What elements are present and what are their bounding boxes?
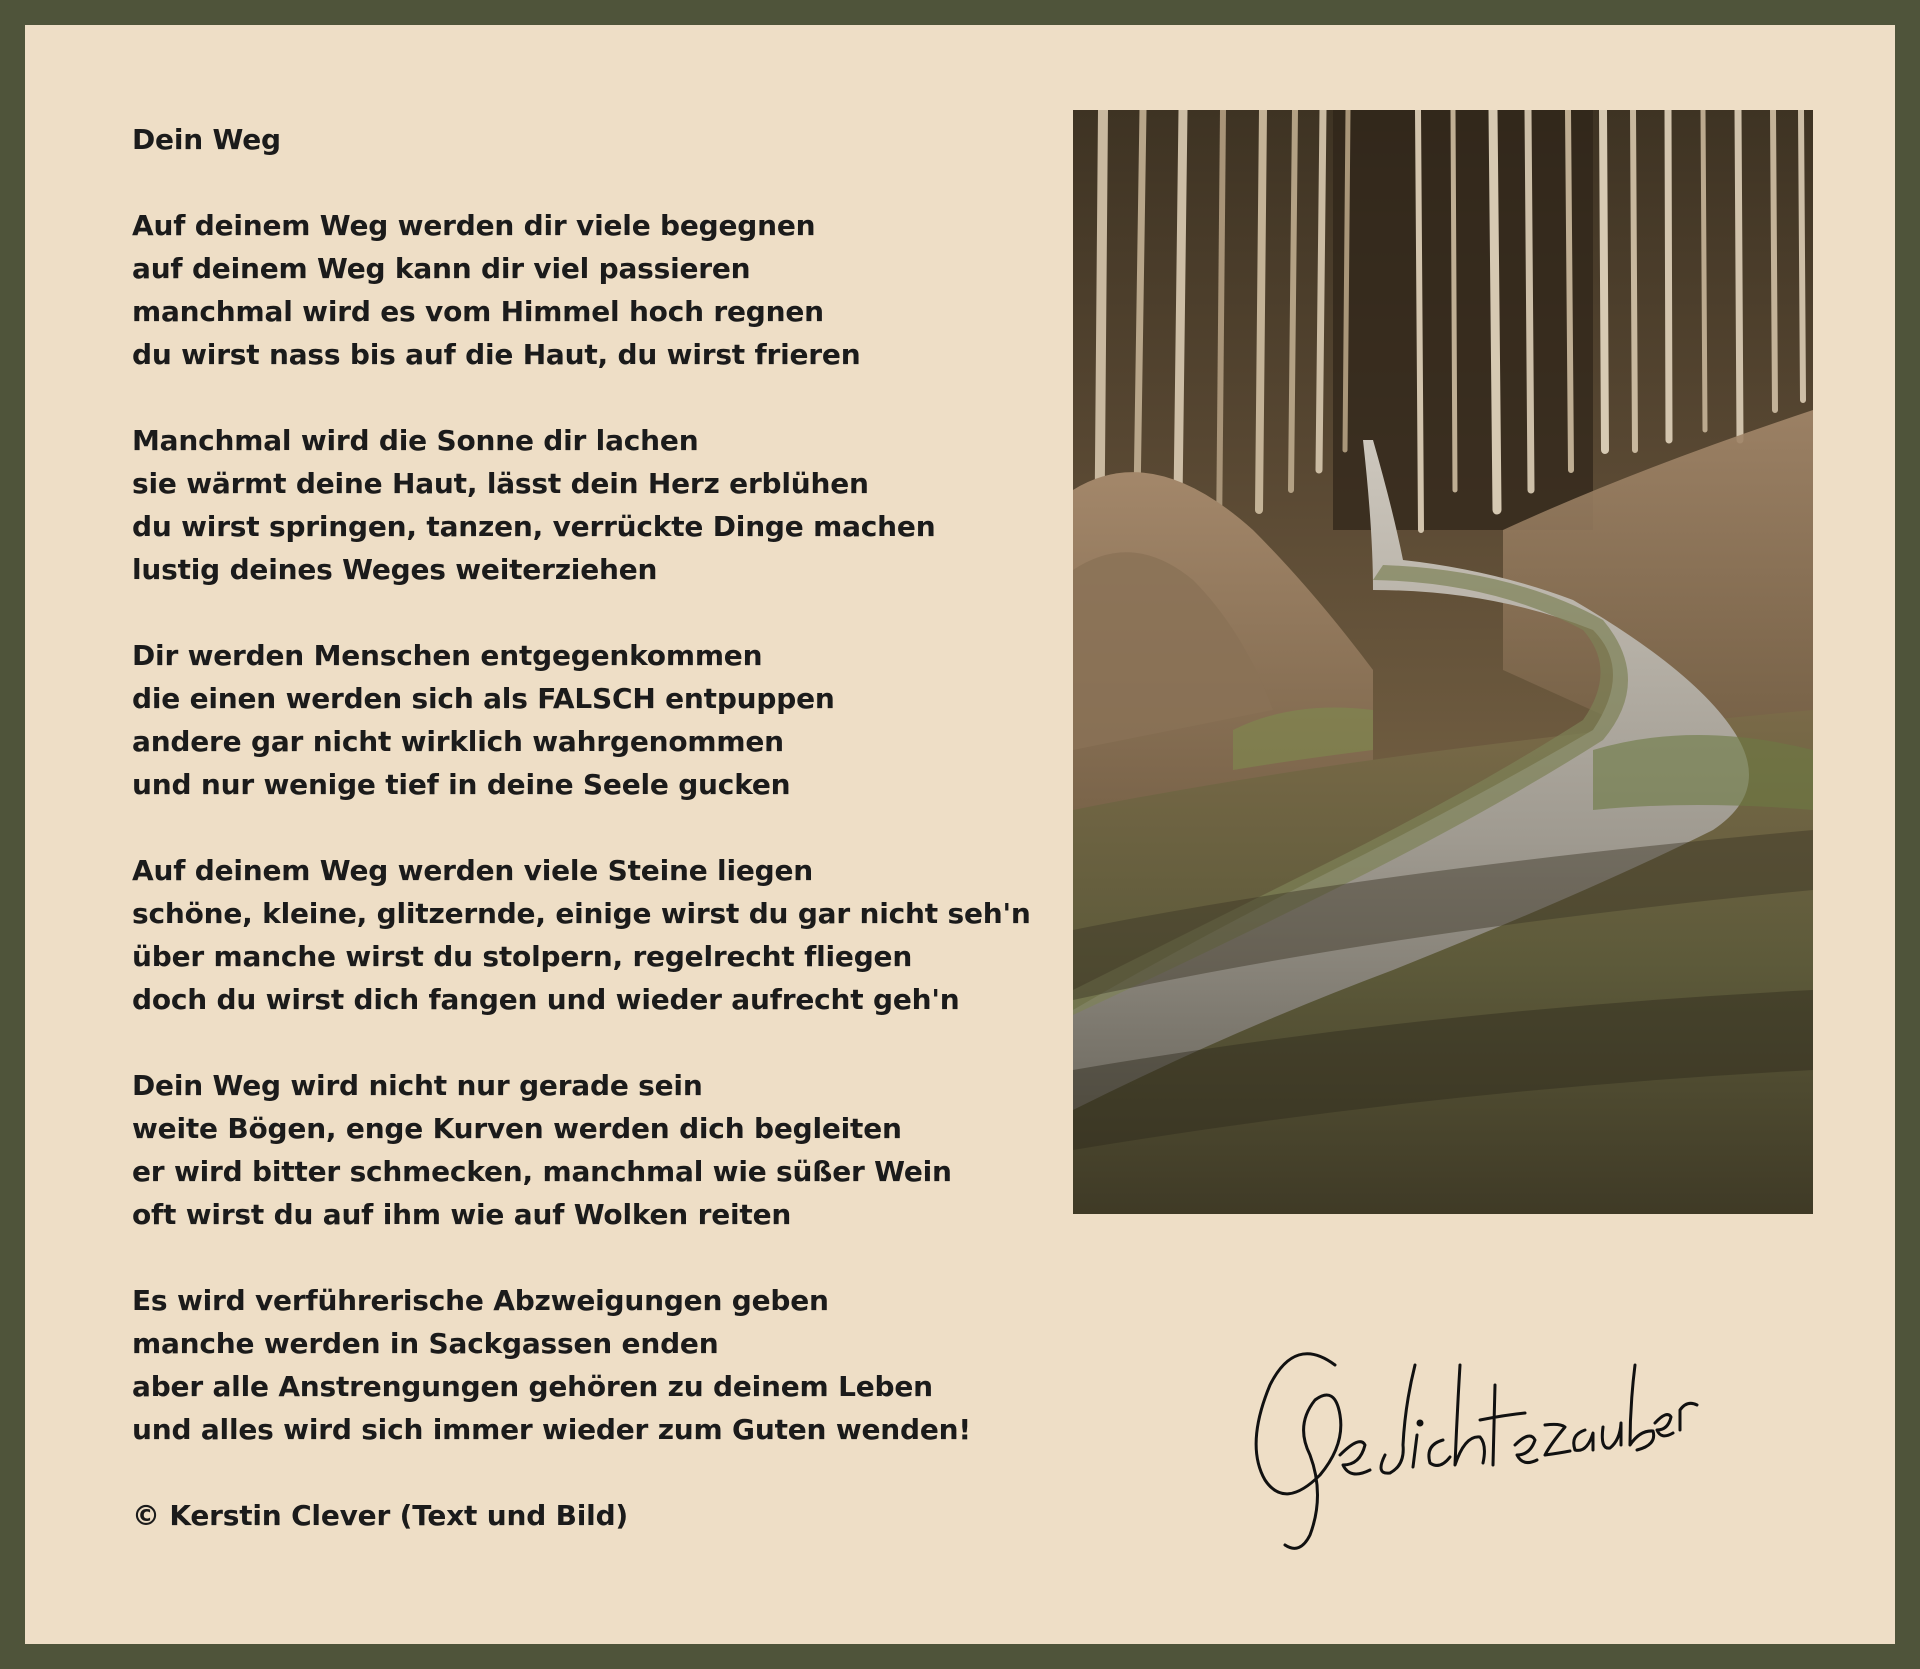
signature-graphic: [1225, 1305, 1705, 1565]
stanza-3: [132, 634, 1032, 806]
stanza-1: [132, 204, 1032, 376]
poem-line: und nur wenige tief in deine Seele gucken: [132, 768, 791, 801]
copyright-line: © Kerstin Clever (Text und Bild): [132, 1499, 629, 1532]
poem-line: doch du wirst dich fangen und wieder aufrecht geh'n: [132, 983, 960, 1016]
poem-line: oft wirst du auf ihm wie auf Wolken reiten: [132, 1198, 792, 1231]
poem-line: Auf deinem Weg werden dir viele begegnen: [132, 209, 816, 242]
poem-line: auf deinem Weg kann dir viel passieren: [132, 252, 751, 285]
poem-line: andere gar nicht wirklich wahrgenommen: [132, 725, 784, 758]
poem-line: Manchmal wird die Sonne dir lachen: [132, 424, 699, 457]
poem-line: Dein Weg wird nicht nur gerade sein: [132, 1069, 703, 1102]
poem-line: die einen werden sich als FALSCH entpuppen: [132, 682, 835, 715]
poem-line: Dir werden Menschen entgegenkommen: [132, 639, 763, 672]
poem-line: weite Bögen, enge Kurven werden dich begleiten: [132, 1112, 902, 1145]
forest-path-photo: [1073, 110, 1813, 1214]
poem-line: über manche wirst du stolpern, regelrecht fliegen: [132, 940, 913, 973]
poem-card: [25, 25, 1895, 1644]
stanza-6: [132, 1279, 1032, 1451]
poem-line: aber alle Anstrengungen gehören zu deinem Leben: [132, 1370, 933, 1403]
poem-line: schöne, kleine, glitzernde, einige wirst du gar nicht seh'n: [132, 897, 1031, 930]
poem-text: [132, 118, 1032, 1537]
poem-line: lustig deines Weges weiterziehen: [132, 553, 658, 586]
poem-line: und alles wird sich immer wieder zum Guten wenden!: [132, 1413, 971, 1446]
poem-line: manche werden in Sackgassen enden: [132, 1327, 719, 1360]
stanza-4: [132, 849, 1032, 1021]
signature: [1225, 1305, 1705, 1565]
stanza-2: [132, 419, 1032, 591]
poem-line: Auf deinem Weg werden viele Steine liegen: [132, 854, 813, 887]
forest-path-illustration: [1073, 110, 1813, 1214]
poem-line: manchmal wird es vom Himmel hoch regnen: [132, 295, 824, 328]
poem-line: du wirst nass bis auf die Haut, du wirst frieren: [132, 338, 861, 371]
poem-title: Dein Weg: [132, 123, 281, 156]
poem-line: sie wärmt deine Haut, lässt dein Herz erblühen: [132, 467, 869, 500]
poem-line: du wirst springen, tanzen, verrückte Dinge machen: [132, 510, 936, 543]
poem-line: er wird bitter schmecken, manchmal wie süßer Wein: [132, 1155, 952, 1188]
stanza-5: [132, 1064, 1032, 1236]
poem-line: Es wird verführerische Abzweigungen geben: [132, 1284, 829, 1317]
